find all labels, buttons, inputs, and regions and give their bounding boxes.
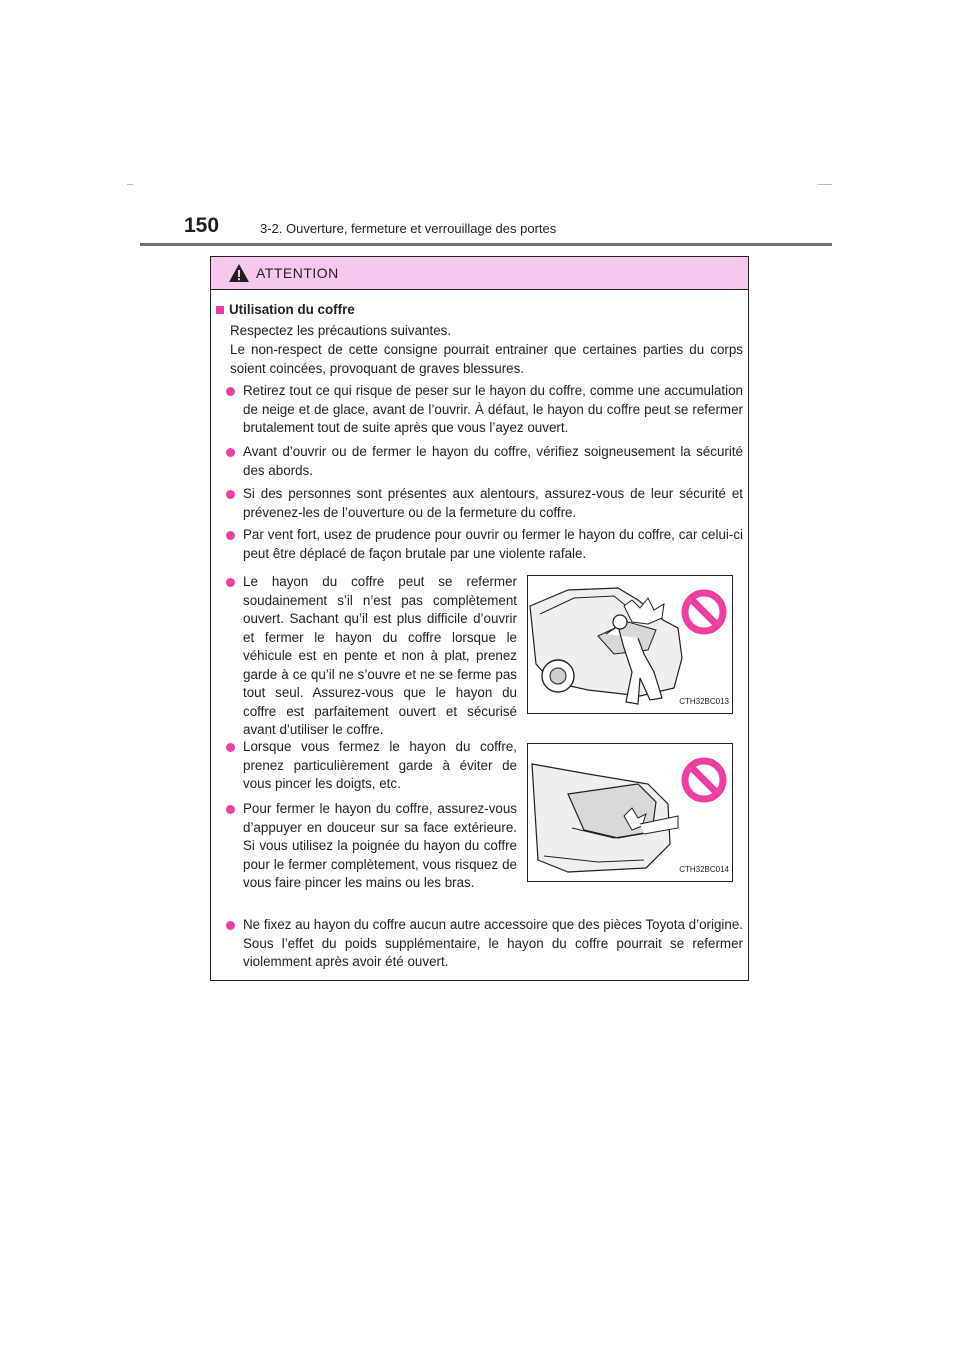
section-title: 3-2. Ouverture, fermeture et verrouillage des portes bbox=[260, 221, 557, 236]
square-bullet-icon bbox=[216, 306, 224, 314]
bullet-dot-icon bbox=[226, 805, 235, 814]
figure-trunk-closing bbox=[527, 743, 733, 882]
attention-box bbox=[210, 256, 749, 981]
bullet-dot-icon bbox=[226, 490, 235, 499]
list-item bbox=[226, 916, 743, 972]
list-item bbox=[226, 443, 743, 480]
list-item-text: Avant d’ouvrir ou de fermer le hayon du coffre, vérifiez soigneusement la sécurité des abords. bbox=[243, 444, 743, 478]
prohibited-icon bbox=[680, 588, 728, 636]
list-item-text: Par vent fort, usez de prudence pour ouvrir ou fermer le hayon du coffre, car celui-ci peut être déplacé de façon brutale par une violente rafale. bbox=[243, 527, 743, 561]
warning-triangle-icon bbox=[228, 263, 250, 283]
list-item bbox=[226, 573, 517, 740]
list-item bbox=[226, 382, 743, 438]
bullet-dot-icon bbox=[226, 531, 235, 540]
list-item-text: Retirez tout ce qui risque de peser sur le hayon du coffre, comme une accumulation de neige et de glace, avant de l’ouvrir. À défaut, le hayon du coffre peut se refermer brutalement tout de suite après que vous l’ayez ouvert. bbox=[243, 383, 743, 435]
subheading bbox=[216, 301, 355, 320]
bullet-dot-icon bbox=[226, 448, 235, 457]
list-item bbox=[226, 738, 517, 794]
bullet-dot-icon bbox=[226, 578, 235, 587]
list-item bbox=[226, 485, 743, 522]
bullet-dot-icon bbox=[226, 743, 235, 752]
attention-header bbox=[211, 257, 748, 290]
prohibited-icon bbox=[680, 756, 728, 804]
list-item-text: Pour fermer le hayon du coffre, assurez-vous d’appuyer en douceur sur sa face extérieure. Si vous utilisez la poignée du hayon du coffre pour le fermer complètement, vous risquez de vous faire pincer les mains ou les bras. bbox=[243, 801, 517, 890]
list-item-text: Ne fixez au hayon du coffre aucun autre accessoire que des pièces Toyota d’origine. Sous l’effet du poids supplémentaire, le hayon du coffre pourrait se refermer violemment après avoir été ouvert. bbox=[243, 917, 743, 969]
bullet-dot-icon bbox=[226, 387, 235, 396]
figure-code: CTH32BC013 bbox=[679, 696, 729, 706]
list-item bbox=[226, 800, 517, 893]
subheading-text: Utilisation du coffre bbox=[229, 302, 355, 317]
list-item-text: Si des personnes sont présentes aux alentours, assurez-vous de leur sécurité et prévenez-les de l’ouverture ou de la fermeture du coffre. bbox=[243, 486, 743, 520]
intro-line-1: Respectez les précautions suivantes. bbox=[230, 323, 452, 338]
attention-label: ATTENTION bbox=[256, 265, 339, 281]
list-item bbox=[226, 526, 743, 563]
header-rule bbox=[140, 243, 832, 246]
list-item-text: Le hayon du coffre peut se refermer soudainement s’il n’est pas complètement ouvert. Sachant qu’il est plus difficile d’ouvrir et fermer le hayon du coffre lorsque le véhicule est en pente et non à plat, prenez garde à ce qu’il ne s’ouvre et ne se ferme pas tout seul. Assurez-vous que le hayon du coffre est parfaitement ouvert et sécurisé avant d’utiliser le coffre. bbox=[243, 574, 517, 737]
crop-mark-left bbox=[127, 184, 133, 185]
intro-line-2: Le non-respect de cette consigne pourrait entrainer que certaines parties du corps soient coincées, provoquant de graves blessures. bbox=[230, 342, 743, 376]
bullet-dot-icon bbox=[226, 921, 235, 930]
figure-code: CTH32BC014 bbox=[679, 864, 729, 874]
list-item-text: Lorsque vous fermez le hayon du coffre, prenez particulièrement garde à éviter de vous pincer les doigts, etc. bbox=[243, 739, 517, 791]
figure-trunk-opening bbox=[527, 575, 733, 714]
crop-mark-right bbox=[818, 184, 832, 185]
page-number: 150 bbox=[184, 214, 220, 237]
